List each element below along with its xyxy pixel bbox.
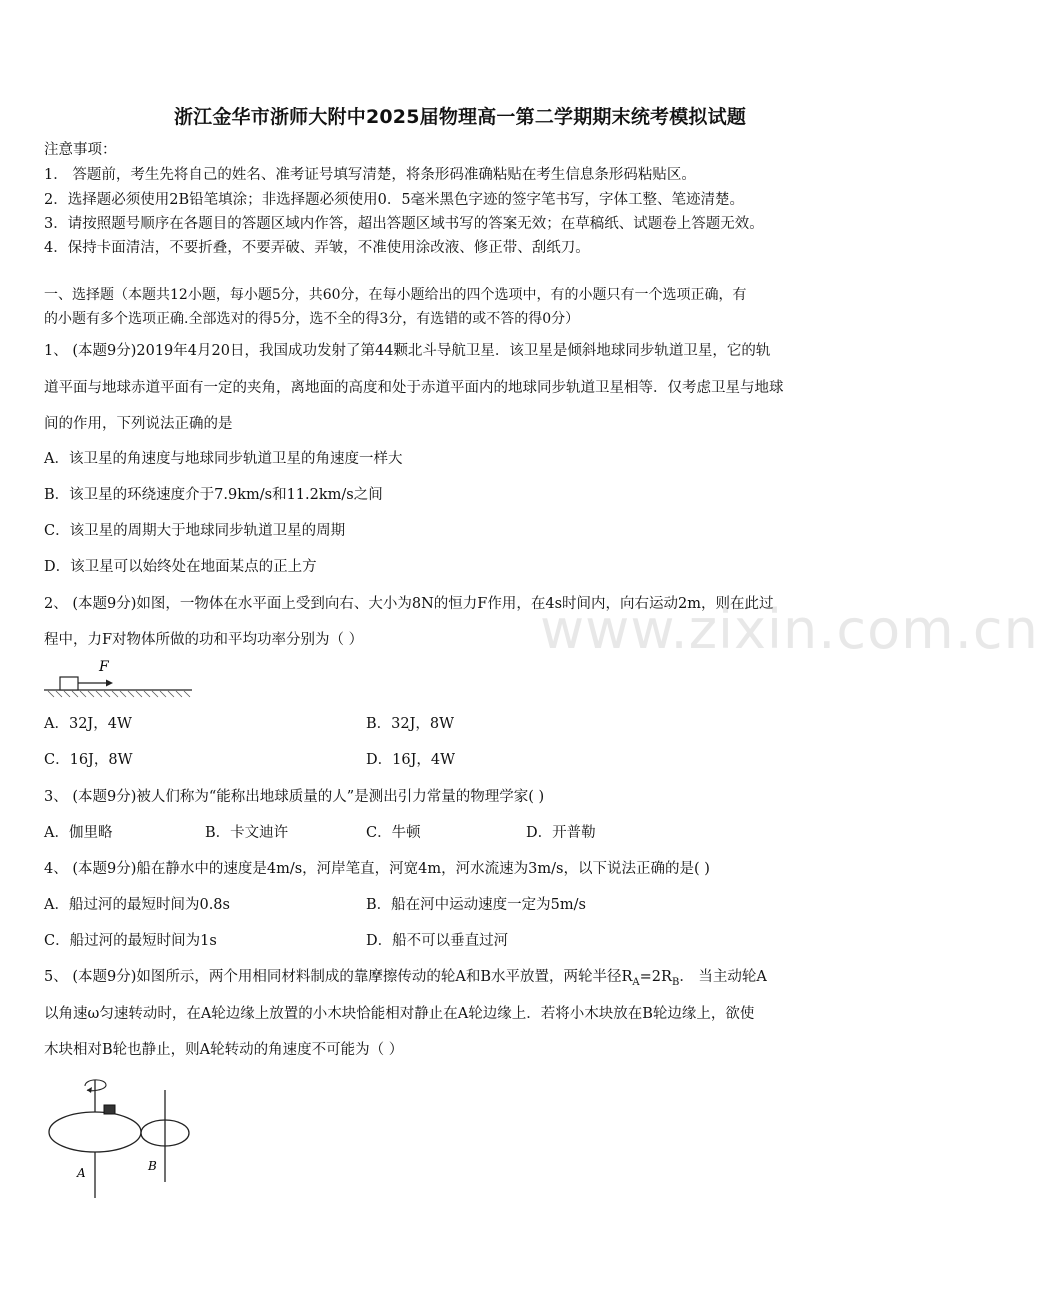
- notice-item: 3．请按照题号顺序在各题目的答题区域内作答，超出答题区域书写的答案无效；在草稿纸、试题卷上答题无效。: [44, 216, 764, 232]
- question-4-text: 4、 (本题9分)船在静水中的速度是4m/s，河岸笔直，河宽4m，河水流速为3m/s，以下说法正确的是( ): [44, 861, 710, 877]
- question-3-option-a: A．伽里略: [44, 825, 113, 841]
- question-5-text-part: ． 当主动轮A: [679, 969, 767, 985]
- notice-heading: 注意事项：: [44, 142, 117, 158]
- section-instructions: 的小题有多个选项正确.全部选对的得5分，选不全的得3分，有选错的或不答的得0分）: [44, 311, 580, 327]
- notice-item: 1． 答题前，考生先将自己的姓名、准考证号填写清楚，将条形码准确粘贴在考生信息条形码粘贴区。: [44, 167, 696, 183]
- question-4-option-b: B．船在河中运动速度一定为5m/s: [366, 897, 586, 913]
- block-on-surface-figure: [44, 655, 194, 700]
- question-2-option-b: B．32J，8W: [366, 716, 455, 732]
- question-5-text: 以角速ω匀速转动时，在A轮边缘上放置的小木块恰能相对静止在A轮边缘上．若将小木块放在B轮边缘上，欲使: [44, 1006, 755, 1022]
- notice-item: 4．保持卡面清洁，不要折叠，不要弄破、弄皱，不准使用涂改液、修正带、刮纸刀。: [44, 240, 590, 256]
- subscript-a: A: [632, 976, 640, 988]
- friction-wheels-figure: [44, 1072, 204, 1207]
- question-5-text-part: 5、 (本题9分)如图所示，两个用相同材料制成的靠摩擦传动的轮A和B水平放置，两轮半径R: [44, 969, 633, 985]
- question-4-option-c: C．船过河的最短时间为1s: [44, 933, 217, 949]
- question-4-option-d: D．船不可以垂直过河: [366, 933, 509, 949]
- question-1-option-c: C．该卫星的周期大于地球同步轨道卫星的周期: [44, 523, 346, 539]
- question-2-text: 程中，力F对物体所做的功和平均功率分别为（ ）: [44, 632, 364, 648]
- question-5-text: [44, 965, 767, 988]
- question-1-option-d: D．该卫星可以始终处在地面某点的正上方: [44, 559, 317, 575]
- question-4-option-a: A．船过河的最短时间为0.8s: [44, 897, 230, 913]
- section-instructions: 一、选择题（本题共12小题，每小题5分，共60分，在每小题给出的四个选项中，有的小题只有一个选项正确，有: [44, 287, 747, 303]
- question-5-text: 木块相对B轮也静止，则A轮转动的角速度不可能为（ ）: [44, 1042, 404, 1058]
- question-3-text: 3、 (本题9分)被人们称为“能称出地球质量的人”是测出引力常量的物理学家( ): [44, 789, 545, 805]
- block: [60, 677, 78, 690]
- question-2-text: 2、 (本题9分)如图，一物体在水平面上受到向右、大小为8N的恒力F作用，在4s时间内，向右运动2m，则在此过: [44, 596, 774, 612]
- question-1-text: 1、 (本题9分)2019年4月20日，我国成功发射了第44颗北斗导航卫星．该卫星是倾斜地球同步轨道卫星，它的轨: [44, 343, 771, 359]
- question-3-option-b: B．卡文迪许: [205, 825, 289, 841]
- question-2-option-a: A．32J，4W: [44, 716, 132, 732]
- question-1-option-a: A．该卫星的角速度与地球同步轨道卫星的角速度一样大: [44, 451, 403, 467]
- question-2-option-d: D．16J，4W: [366, 752, 456, 768]
- question-2-option-c: C．16J，8W: [44, 752, 133, 768]
- question-3-option-c: C．牛顿: [366, 825, 421, 841]
- page-title: 浙江金华市浙师大附中2025届物理高一第二学期期末统考模拟试题: [173, 106, 747, 128]
- wheel-a-label: A: [77, 1166, 86, 1180]
- question-1-text: 道平面与地球赤道平面有一定的夹角，离地面的高度和处于赤道平面内的地球同步轨道卫星相等．仅考虑卫星与地球: [44, 380, 784, 396]
- wooden-block: [104, 1105, 115, 1114]
- question-1-option-b: B．该卫星的环绕速度介于7.9km/s和11.2km/s之间: [44, 487, 383, 503]
- subscript-b: B: [671, 976, 680, 988]
- watermark: www.zixin.com.cn: [540, 598, 1039, 661]
- equation-text: =2R: [639, 969, 672, 985]
- wheel-b-label: B: [148, 1159, 157, 1173]
- wheel-a: [49, 1112, 141, 1152]
- notice-item: 2．选择题必须使用2B铅笔填涂；非选择题必须使用0．5毫米黑色字迹的签字笔书写，字体工整、笔迹清楚。: [44, 192, 745, 208]
- question-1-text: 间的作用，下列说法正确的是: [44, 416, 233, 432]
- force-label: F: [99, 659, 109, 675]
- question-3-option-d: D．开普勒: [526, 825, 596, 841]
